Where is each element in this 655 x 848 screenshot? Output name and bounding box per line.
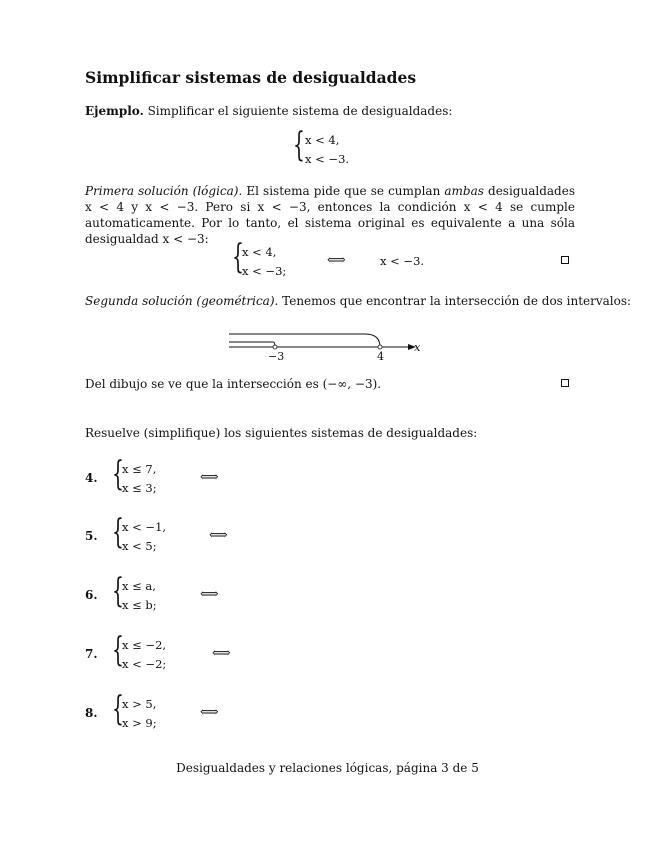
exercise-line-1: x ≤ −2,	[122, 638, 167, 652]
number-line-diagram	[225, 322, 435, 366]
first-solution-text-c: desigualdades x < 4 y x < −3. Pero si x < −3, entonces la condición x < 4 se cumple automaticamente. Por lo tanto, el sistema original es equivalente a una sóla desigualdad x < −3:	[85, 184, 575, 246]
qed-icon	[561, 379, 569, 387]
exercise-line-2: x > 9;	[122, 716, 157, 730]
first-solution-text-a: El sistema pide que se cumplan	[246, 184, 441, 198]
brace-icon: {	[112, 512, 124, 552]
brace-icon: {	[112, 571, 124, 611]
equivalence-arrow-icon: ⟺	[200, 705, 219, 720]
exercise-number: 5.	[85, 529, 98, 543]
tick-label-4: 4	[377, 350, 384, 363]
exercise-line-1: x ≤ a,	[122, 579, 156, 593]
equivalence-arrow-icon: ⟺	[327, 253, 346, 268]
exercise-line-1: x < −1,	[122, 520, 167, 534]
exercise-number: 7.	[85, 647, 98, 661]
qed-icon	[561, 256, 569, 264]
example-paragraph	[85, 104, 452, 119]
brace-icon: {	[112, 689, 124, 729]
interval-x-lt-minus-3	[229, 342, 275, 347]
exercise-line-1: x > 5,	[122, 697, 157, 711]
equivalence-arrow-icon: ⟺	[200, 470, 219, 485]
exercise-number: 6.	[85, 588, 98, 602]
axis-variable-label: x	[414, 340, 421, 354]
conclusion-text: Del dibujo se ve que la intersección es (−∞, −3).	[85, 377, 382, 391]
exercises-intro: Resuelve (simplifique) los siguientes sistemas de desigualdades:	[85, 426, 478, 440]
second-solution-label: Segunda solución (geométrica).	[85, 294, 279, 308]
brace-icon: {	[112, 630, 124, 670]
page-title: Simplificar sistemas de desigualdades	[85, 68, 417, 87]
brace-icon: {	[232, 237, 244, 277]
first-result: x < −3.	[380, 254, 425, 268]
first-system-line-1: x < 4,	[242, 245, 277, 259]
exercise-number: 4.	[85, 471, 98, 485]
exercise-number: 8.	[85, 706, 98, 720]
exercise-line-1: x ≤ 7,	[122, 462, 157, 476]
tick-label-minus-3: −3	[268, 350, 285, 363]
exercise-line-2: x ≤ b;	[122, 598, 157, 612]
exercise-line-2: x ≤ 3;	[122, 481, 157, 495]
page-footer: Desigualdades y relaciones lógicas, página 3 de 5	[176, 761, 479, 775]
example-system-line-1: x < 4,	[305, 133, 340, 147]
example-text: Simplificar el siguiente sistema de desigualdades:	[147, 104, 453, 118]
equivalence-arrow-icon: ⟺	[212, 646, 231, 661]
exercise-line-2: x < 5;	[122, 539, 157, 553]
first-solution-emphasis: ambas	[444, 184, 484, 198]
example-system-line-2: x < −3.	[305, 152, 350, 166]
first-solution-label: Primera solución (lógica).	[85, 184, 243, 198]
brace-icon: {	[112, 454, 124, 494]
interval-x-lt-4	[229, 334, 380, 347]
first-system-line-2: x < −3;	[242, 264, 287, 278]
example-label: Ejemplo.	[85, 104, 144, 118]
first-solution-paragraph	[85, 183, 575, 247]
second-solution-paragraph	[85, 294, 631, 309]
second-solution-text: Tenemos que encontrar la intersección de dos intervalos:	[282, 294, 632, 308]
brace-icon: {	[293, 125, 305, 165]
exercise-line-2: x < −2;	[122, 657, 167, 671]
equivalence-arrow-icon: ⟺	[200, 587, 219, 602]
equivalence-arrow-icon: ⟺	[209, 528, 228, 543]
